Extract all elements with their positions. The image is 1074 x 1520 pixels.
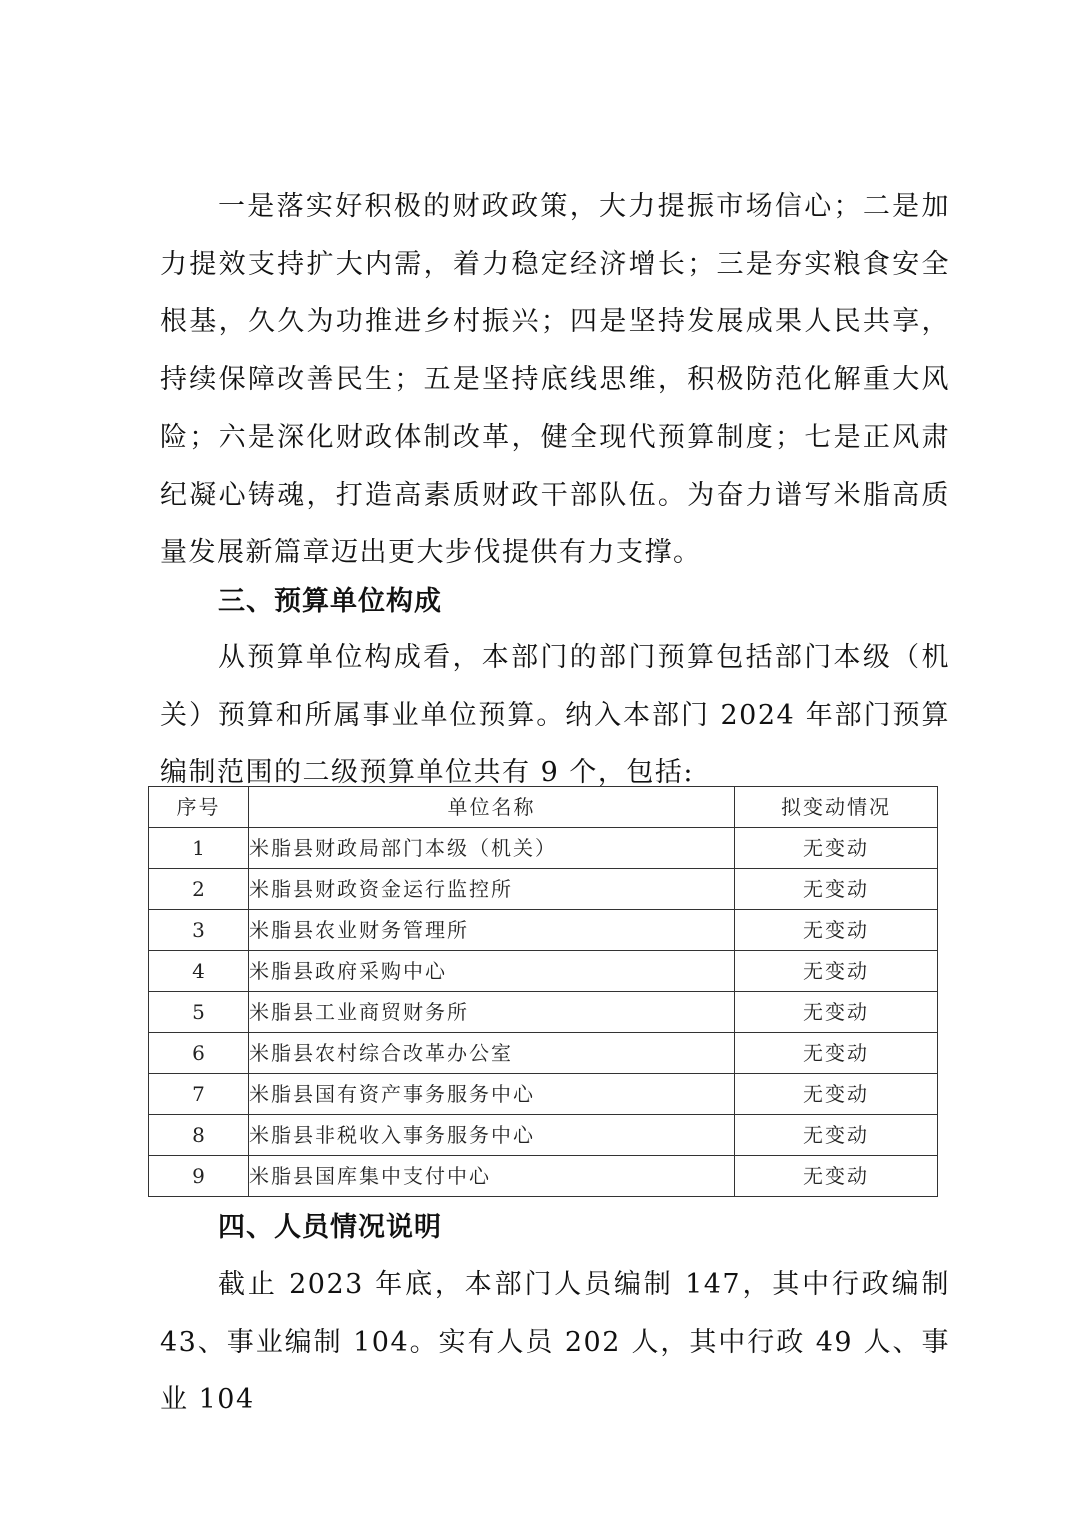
section-3-heading: 三、预算单位构成: [218, 586, 442, 617]
section-4-paragraph: 截止 2023 年底，本部门人员编制 147，其中行政编制 43、事业编制 104。实有人员 202 人，其中行政 49 人、事业 104: [160, 1269, 950, 1416]
table-row: [149, 828, 938, 869]
row-change: 无变动: [735, 1156, 938, 1197]
row-unit-name: 米脂县农业财务管理所: [249, 910, 735, 951]
table-row: [149, 951, 938, 992]
section-4-heading: 四、人员情况说明: [218, 1212, 442, 1243]
row-change: 无变动: [735, 1115, 938, 1156]
table-row: [149, 1033, 938, 1074]
row-index: 3: [149, 910, 249, 951]
table-row: [149, 992, 938, 1033]
row-index: 5: [149, 992, 249, 1033]
row-unit-name: 米脂县国有资产事务服务中心: [249, 1074, 735, 1115]
row-change: 无变动: [735, 992, 938, 1033]
row-unit-name: 米脂县财政资金运行监控所: [249, 869, 735, 910]
table-header-row: [149, 787, 938, 828]
row-unit-name: 米脂县农村综合改革办公室: [249, 1033, 735, 1074]
intro-paragraph: 一是落实好积极的财政政策，大力提振市场信心；二是加力提效支持扩大内需，着力稳定经济增长；三是夯实粮食安全根基，久久为功推进乡村振兴；四是坚持发展成果人民共享，持续保障改善民生；五是坚持底线思维，积极防范化解重大风险；六是深化财政体制改革，健全现代预算制度；七是正风肃 纪凝心铸魂，打造高素质财政干部队伍。为奋力谱写米脂高质量发展新篇章迈出更大步伐提供有力支撑。: [160, 191, 950, 569]
row-change: 无变动: [735, 910, 938, 951]
row-index: 1: [149, 828, 249, 869]
row-index: 8: [149, 1115, 249, 1156]
row-change: 无变动: [735, 869, 938, 910]
row-change: 无变动: [735, 1033, 938, 1074]
row-unit-name: 米脂县工业商贸财务所: [249, 992, 735, 1033]
budget-units-table: [148, 786, 938, 1197]
row-unit-name: 米脂县国库集中支付中心: [249, 1156, 735, 1197]
row-index: 6: [149, 1033, 249, 1074]
header-change: 拟变动情况: [735, 787, 938, 828]
header-unit-name: 单位名称: [249, 787, 735, 828]
table-row: [149, 1156, 938, 1197]
row-change: 无变动: [735, 951, 938, 992]
row-index: 7: [149, 1074, 249, 1115]
table-row: [149, 910, 938, 951]
row-index: 4: [149, 951, 249, 992]
table-row: [149, 869, 938, 910]
row-index: 2: [149, 869, 249, 910]
table-row: [149, 1115, 938, 1156]
row-change: 无变动: [735, 828, 938, 869]
row-index: 9: [149, 1156, 249, 1197]
row-unit-name: 米脂县非税收入事务服务中心: [249, 1115, 735, 1156]
row-unit-name: 米脂县财政局部门本级（机关）: [249, 828, 735, 869]
header-index: 序号: [149, 787, 249, 828]
section-3-paragraph: 从预算单位构成看，本部门的部门预算包括部门本级（机关）预算和所属事业单位预算。纳入本部门 2024 年部门预算编制范围的二级预算单位共有 9 个，包括:: [160, 642, 950, 789]
row-unit-name: 米脂县政府采购中心: [249, 951, 735, 992]
row-change: 无变动: [735, 1074, 938, 1115]
table-row: [149, 1074, 938, 1115]
